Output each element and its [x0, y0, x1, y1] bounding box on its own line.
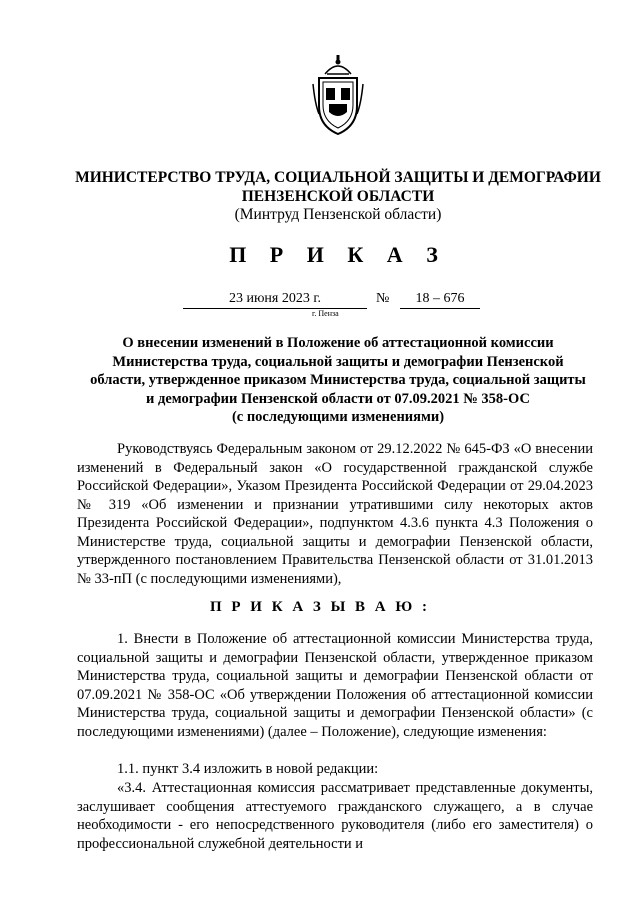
ministry-name	[40, 168, 636, 206]
order-subject	[66, 334, 610, 427]
subject-line: О внесении изменений в Положение об аттестационной комиссии	[122, 335, 554, 351]
ministry-short-name: (Минтруд Пензенской области)	[234, 206, 442, 223]
preamble-paragraph: Руководствуясь Федеральным законом от 29.12.2022 № 645-ФЗ «О внесении изменений в Федеральный закон «О государственной гражданской службе Российской Федерации», Указом Президента Российской Федерации от 29.04.2023 № 319 «Об изменении и признании утратившими силу некоторых актов Президента Российской Федерации», подпунктом 4.3.6 пункта 4.3 Положения о Министерстве труда, социальной защиты и демографии Пензенской области, утвержденного постановлением Правительства Пензенской области от 31.01.2013 № 33-пП (с последующими изменениями),	[77, 441, 593, 587]
item-1-paragraph: 1. Внести в Положение об аттестационной комиссии Министерства труда, социальной защиты и демографии Пензенской области, утвержденное приказом Министерства труда, социальной защиты и демографии Пензенской области от 07.09.2021 № 358-ОС «Об утверждении Положения об аттестационной комиссии Министерства труда, социальной защиты и демографии Пензенской области» (с последующими изменениями) (далее – Положение), следующие изменения:	[77, 631, 593, 740]
subject-line: и демографии Пензенской области от 07.09.2021 № 358-ОС	[146, 390, 530, 407]
subject-line: Министерства труда, социальной защиты и демографии Пензенской	[112, 353, 564, 370]
order-date: 23 июня 2023 г.	[183, 290, 367, 309]
order-city: г. Пенза	[312, 309, 339, 318]
number-sign: №	[376, 291, 390, 306]
command-heading: П Р И К А З Ы В А Ю :	[209, 599, 431, 615]
item-1-1-paragraph: 1.1. пункт 3.4 изложить в новой редакции:	[117, 761, 379, 777]
ministry-name-line2: ПЕНЗЕНСКОЙ ОБЛАСТИ	[241, 188, 435, 205]
subject-line: (с последующими изменениями)	[231, 409, 445, 425]
order-number: 18 – 676	[400, 290, 480, 309]
ministry-name-line1: МИНИСТЕРСТВО ТРУДА, СОЦИАЛЬНОЙ ЗАЩИТЫ И ДЕМОГРАФИИ	[75, 169, 601, 186]
subject-line: области, утвержденное приказом Министерства труда, социальной защиты	[90, 372, 586, 388]
quoted-paragraph-3-4: «3.4. Аттестационная комиссия рассматривает представленные документы, заслушивает сообщения аттестуемого гражданского служащего, а в случае необходимости - его непосредственного руководителя (либо его заместителя) о профессиональной служебной деятельности и	[77, 780, 593, 852]
coat-of-arms-emblem	[311, 54, 365, 136]
document-type-title: П Р И К А З	[229, 242, 447, 267]
